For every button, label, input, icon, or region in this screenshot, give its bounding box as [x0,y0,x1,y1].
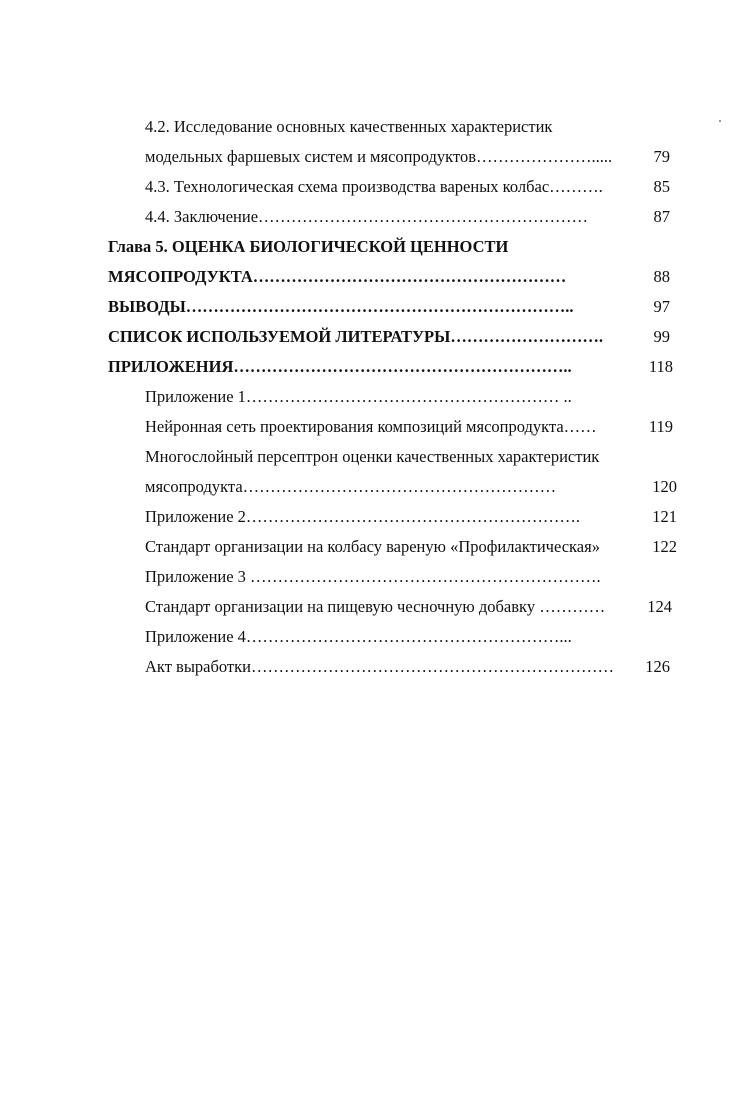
toc-line-4-2-cont: модельных фаршевых систем и мясопродуктов…………………..... [145,147,613,166]
toc-line-4-3: 4.3. Технологическая схема производства вареных колбас………. [145,177,603,196]
toc-page-97: 97 [653,297,670,316]
toc-page-88: 88 [653,267,670,286]
toc-page-87: 87 [653,207,670,226]
toc-chapter-5-cont: МЯСОПРОДУКТА………………………………………………… [108,267,567,286]
toc-neural-network: Нейронная сеть проектирования композиций мясопродукта…… [145,417,597,436]
scan-speck [719,120,721,122]
toc-appendices: ПРИЛОЖЕНИЯ…………………………………………………….. [108,357,572,376]
toc-sausage-standard: Стандарт организации на колбасу вареную «Профилактическая» [145,537,600,556]
toc-page-85: 85 [653,177,670,196]
toc-page-126: 126 [645,657,670,676]
toc-references: СПИСОК ИСПОЛЬЗУЕМОЙ ЛИТЕРАТУРЫ………………………. [108,327,603,346]
toc-appendix-4: Приложение 4…………………………………………………... [145,627,572,646]
toc-page-124: 124 [647,597,672,616]
toc-appendix-2: Приложение 2……………………………………………………. [145,507,581,526]
toc-page-118: 118 [648,357,673,376]
toc-chapter-5: Глава 5. ОЦЕНКА БИОЛОГИЧЕСКОЙ ЦЕННОСТИ [108,237,509,256]
toc-page-99: 99 [653,327,670,346]
toc-perceptron: Многослойный персептрон оценки качественных характеристик [145,447,600,466]
toc-page-121: 121 [652,507,677,526]
toc-line-4-2: 4.2. Исследование основных качественных характеристик [145,117,553,136]
toc-production-act: Акт выработки………………………………………………………… [145,657,614,676]
toc-garlic-standard: Стандарт организации на пищевую чесночную добавку ………… [145,597,606,616]
toc-perceptron-cont: мясопродукта………………………………………………… [145,477,557,496]
toc-appendix-3: Приложение 3 ………………………………………………………. [145,567,601,586]
toc-line-4-4: 4.4. Заключение…………………………………………………… [145,207,589,226]
toc-page-119: 119 [648,417,673,436]
toc-appendix-1: Приложение 1………………………………………………… .. [145,387,572,406]
toc-conclusions: ВЫВОДЫ…………………………………………………………….. [108,297,574,316]
toc-page-79: 79 [653,147,670,166]
toc-page-120: 120 [652,477,677,496]
toc-page-122: 122 [652,537,677,556]
